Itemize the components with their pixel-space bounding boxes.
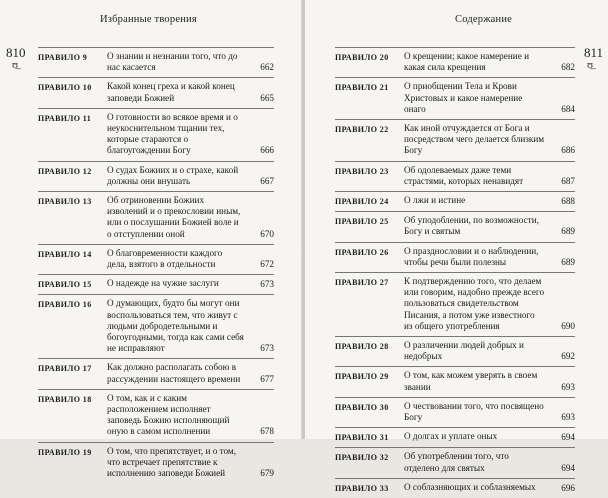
entry-page: 688 <box>561 196 575 207</box>
entry-title: Об отриновении Божиих изволений и о прекословии иным, или о послушании Божией воле и о отступлении оной <box>107 195 241 239</box>
entry-title: О думающих, будто бы могут они воспользоваться тем, что живут с людьми добродетельными и богоугодными, тогда как сами себя не исправляют <box>107 298 244 354</box>
entry-title: Об употреблении того, что отделено для святых <box>404 451 509 473</box>
divider <box>335 272 575 273</box>
entry-title: О готовности во всякое время и о неукоснительном тщании тех, которые стараются о благоугождении Богу <box>107 111 238 156</box>
entry-page: 694 <box>561 462 575 473</box>
entry-title: О различении людей добрых и недобрых <box>404 340 524 362</box>
toc-entry <box>38 298 274 358</box>
rule-number: ПРАВИЛО 24 <box>335 197 389 207</box>
divider <box>38 191 274 192</box>
rule-number: ПРАВИЛО 25 <box>335 217 389 227</box>
rule-number: ПРАВИЛО 12 <box>38 166 92 176</box>
divider <box>335 397 575 398</box>
entry-page: 665 <box>260 92 274 103</box>
entry-title: О приобщении Тела и Крови Христовых и какое намерение онаго <box>404 81 523 114</box>
rule-number: ПРАВИЛО 23 <box>335 166 389 176</box>
entry-page: 672 <box>260 259 274 270</box>
toc-entry <box>335 276 575 336</box>
rule-number: ПРАВИЛО 10 <box>38 83 92 93</box>
toc-right <box>335 47 575 498</box>
toc-entry <box>335 165 575 191</box>
entry-page: 679 <box>260 468 274 479</box>
entry-title: О долгах и уплате оных <box>404 431 498 442</box>
entry-title: О благовременности каждого дела, взятого в отдельности <box>107 247 223 270</box>
toc-entry <box>38 165 274 191</box>
rule-number: ПРАВИЛО 20 <box>335 53 389 62</box>
rule-number: ПРАВИЛО 14 <box>38 249 92 259</box>
divider <box>38 358 274 359</box>
entry-page: 662 <box>260 62 274 73</box>
entry-title: О том, как и с каким расположением исполняет заповедь Божию исполняющий оную в самом исполнении <box>107 392 230 437</box>
rule-number: ПРАВИЛО 22 <box>335 125 389 135</box>
entry-page: 690 <box>561 320 575 331</box>
toc-entry <box>38 195 274 244</box>
entry-page: 692 <box>561 351 575 362</box>
divider <box>335 47 575 48</box>
toc-entry <box>335 431 575 447</box>
divider <box>335 447 575 448</box>
entry-title: Об одолеваемых даже теми страстями, которых ненавидят <box>404 164 524 186</box>
divider <box>38 389 274 390</box>
divider <box>38 161 274 162</box>
toc-entry <box>38 248 274 274</box>
page-number-right: 811 <box>584 45 604 60</box>
entry-page: 693 <box>561 381 575 392</box>
rule-number: ПРАВИЛО 28 <box>335 342 389 352</box>
entry-title: О крещении; какое намерение и какая сила крещения <box>404 51 529 73</box>
entry-title: О соблазняющих и соблазняемых <box>404 481 536 492</box>
left-page <box>0 0 303 479</box>
entry-page: 689 <box>561 226 575 237</box>
rule-number: ПРАВИЛО 13 <box>38 197 92 207</box>
toc-entry <box>335 246 575 272</box>
entry-title: О судах Божиих и о страхе, какой должны они внушать <box>107 164 239 186</box>
entry-title: О том, как можем уверять в своем звании <box>404 370 538 392</box>
toc-entry <box>335 401 575 427</box>
divider <box>38 77 274 78</box>
divider <box>335 336 575 337</box>
toc-entry <box>38 51 274 77</box>
divider <box>335 211 575 212</box>
entry-page: 670 <box>260 228 274 239</box>
toc-left <box>38 47 274 483</box>
toc-entry <box>335 195 575 211</box>
toc-entry <box>38 81 274 107</box>
entry-title: О лжи и истине <box>404 195 466 206</box>
entry-page: 693 <box>561 412 575 423</box>
rule-number: ПРАВИЛО 17 <box>38 364 92 374</box>
entry-page: 678 <box>260 426 274 437</box>
entry-title: О том, что препятствует, и о том, что встречает препятствие к исполнению заповеди Божией <box>107 445 237 479</box>
toc-entry <box>335 482 575 498</box>
right-page <box>305 0 608 493</box>
divider <box>335 478 575 479</box>
entry-page: 689 <box>561 256 575 267</box>
entry-page: 696 <box>561 482 575 493</box>
rule-number: ПРАВИЛО 21 <box>335 83 389 93</box>
toc-entry <box>335 123 575 161</box>
divider <box>38 108 274 109</box>
toc-entry <box>335 340 575 366</box>
rule-number: ПРАВИЛО 32 <box>335 453 389 463</box>
entry-page: 686 <box>561 145 575 156</box>
divider <box>335 427 575 428</box>
rule-number: ПРАВИЛО 19 <box>38 447 92 457</box>
running-head-right: Содержание <box>455 14 513 25</box>
entry-title: О знании и незнании того, что до нас касается <box>107 51 238 73</box>
toc-entry <box>335 451 575 477</box>
toc-entry <box>335 215 575 241</box>
rule-number: ПРАВИЛО 31 <box>335 433 389 443</box>
rule-number: ПРАВИЛО 18 <box>38 394 92 404</box>
toc-entry <box>38 362 274 388</box>
rule-number: ПРАВИЛО 29 <box>335 372 389 382</box>
divider <box>335 366 575 367</box>
entry-page: 687 <box>561 175 575 186</box>
toc-entry <box>38 446 274 484</box>
rule-number: ПРАВИЛО 15 <box>38 280 92 290</box>
entry-title: О чествовании того, что посвящено Богу <box>404 400 544 423</box>
divider <box>335 161 575 162</box>
divider <box>335 242 575 243</box>
toc-entry <box>335 81 575 119</box>
entry-page: 694 <box>561 432 575 443</box>
rule-number: ПРАВИЛО 27 <box>335 278 389 288</box>
divider <box>38 294 274 295</box>
rule-number: ПРАВИЛО 11 <box>38 113 92 123</box>
entry-page: 682 <box>561 62 575 73</box>
entry-title: Как должно располагать собою в рассуждении настоящего времени <box>107 362 241 384</box>
rule-number: ПРАВИЛО 16 <box>38 300 92 310</box>
entry-page: 667 <box>260 175 274 186</box>
divider <box>335 119 575 120</box>
toc-entry <box>38 393 274 442</box>
page-number-left: 810 <box>6 45 26 60</box>
rule-number: ПРАВИЛО 33 <box>335 483 389 493</box>
entry-title: О надежде на чужие заслуги <box>107 278 219 289</box>
ornament-left-icon: ʊ̲ <box>12 59 19 71</box>
entry-page: 677 <box>260 373 274 384</box>
entry-title: Как иной отчуждается от Бога и посредством чего делается близким Богу <box>404 123 545 156</box>
divider <box>38 47 274 48</box>
entry-page: 666 <box>260 145 274 156</box>
entry-page: 673 <box>260 343 274 354</box>
entry-page: 673 <box>260 279 274 290</box>
toc-entry <box>335 370 575 396</box>
toc-entry <box>38 112 274 161</box>
divider <box>38 274 274 275</box>
divider <box>38 244 274 245</box>
divider <box>335 77 575 78</box>
entry-title: Об уподоблении, по возможности, Богу и святым <box>404 215 539 237</box>
rule-number: ПРАВИЛО 30 <box>335 402 389 412</box>
toc-entry <box>38 278 274 294</box>
entry-title: К подтверждению того, что делаем или говорим, надобно прежде всего пользоваться свидетельством Писания, а потом уже известного из общего употребления <box>404 276 545 331</box>
toc-entry <box>335 51 575 77</box>
entry-title: Какой конец греха и какой конец заповеди Божией <box>107 81 235 103</box>
running-head-left: Избранные творения <box>100 14 197 25</box>
divider <box>335 191 575 192</box>
rule-number: ПРАВИЛО 26 <box>335 247 389 257</box>
rule-number: ПРАВИЛО 9 <box>38 53 88 62</box>
entry-title: О празднословии и о наблюдении, чтобы речи были полезны <box>404 245 539 267</box>
entry-page: 684 <box>561 103 575 114</box>
divider <box>38 442 274 443</box>
ornament-right-icon: ʊ̲ <box>587 59 594 71</box>
